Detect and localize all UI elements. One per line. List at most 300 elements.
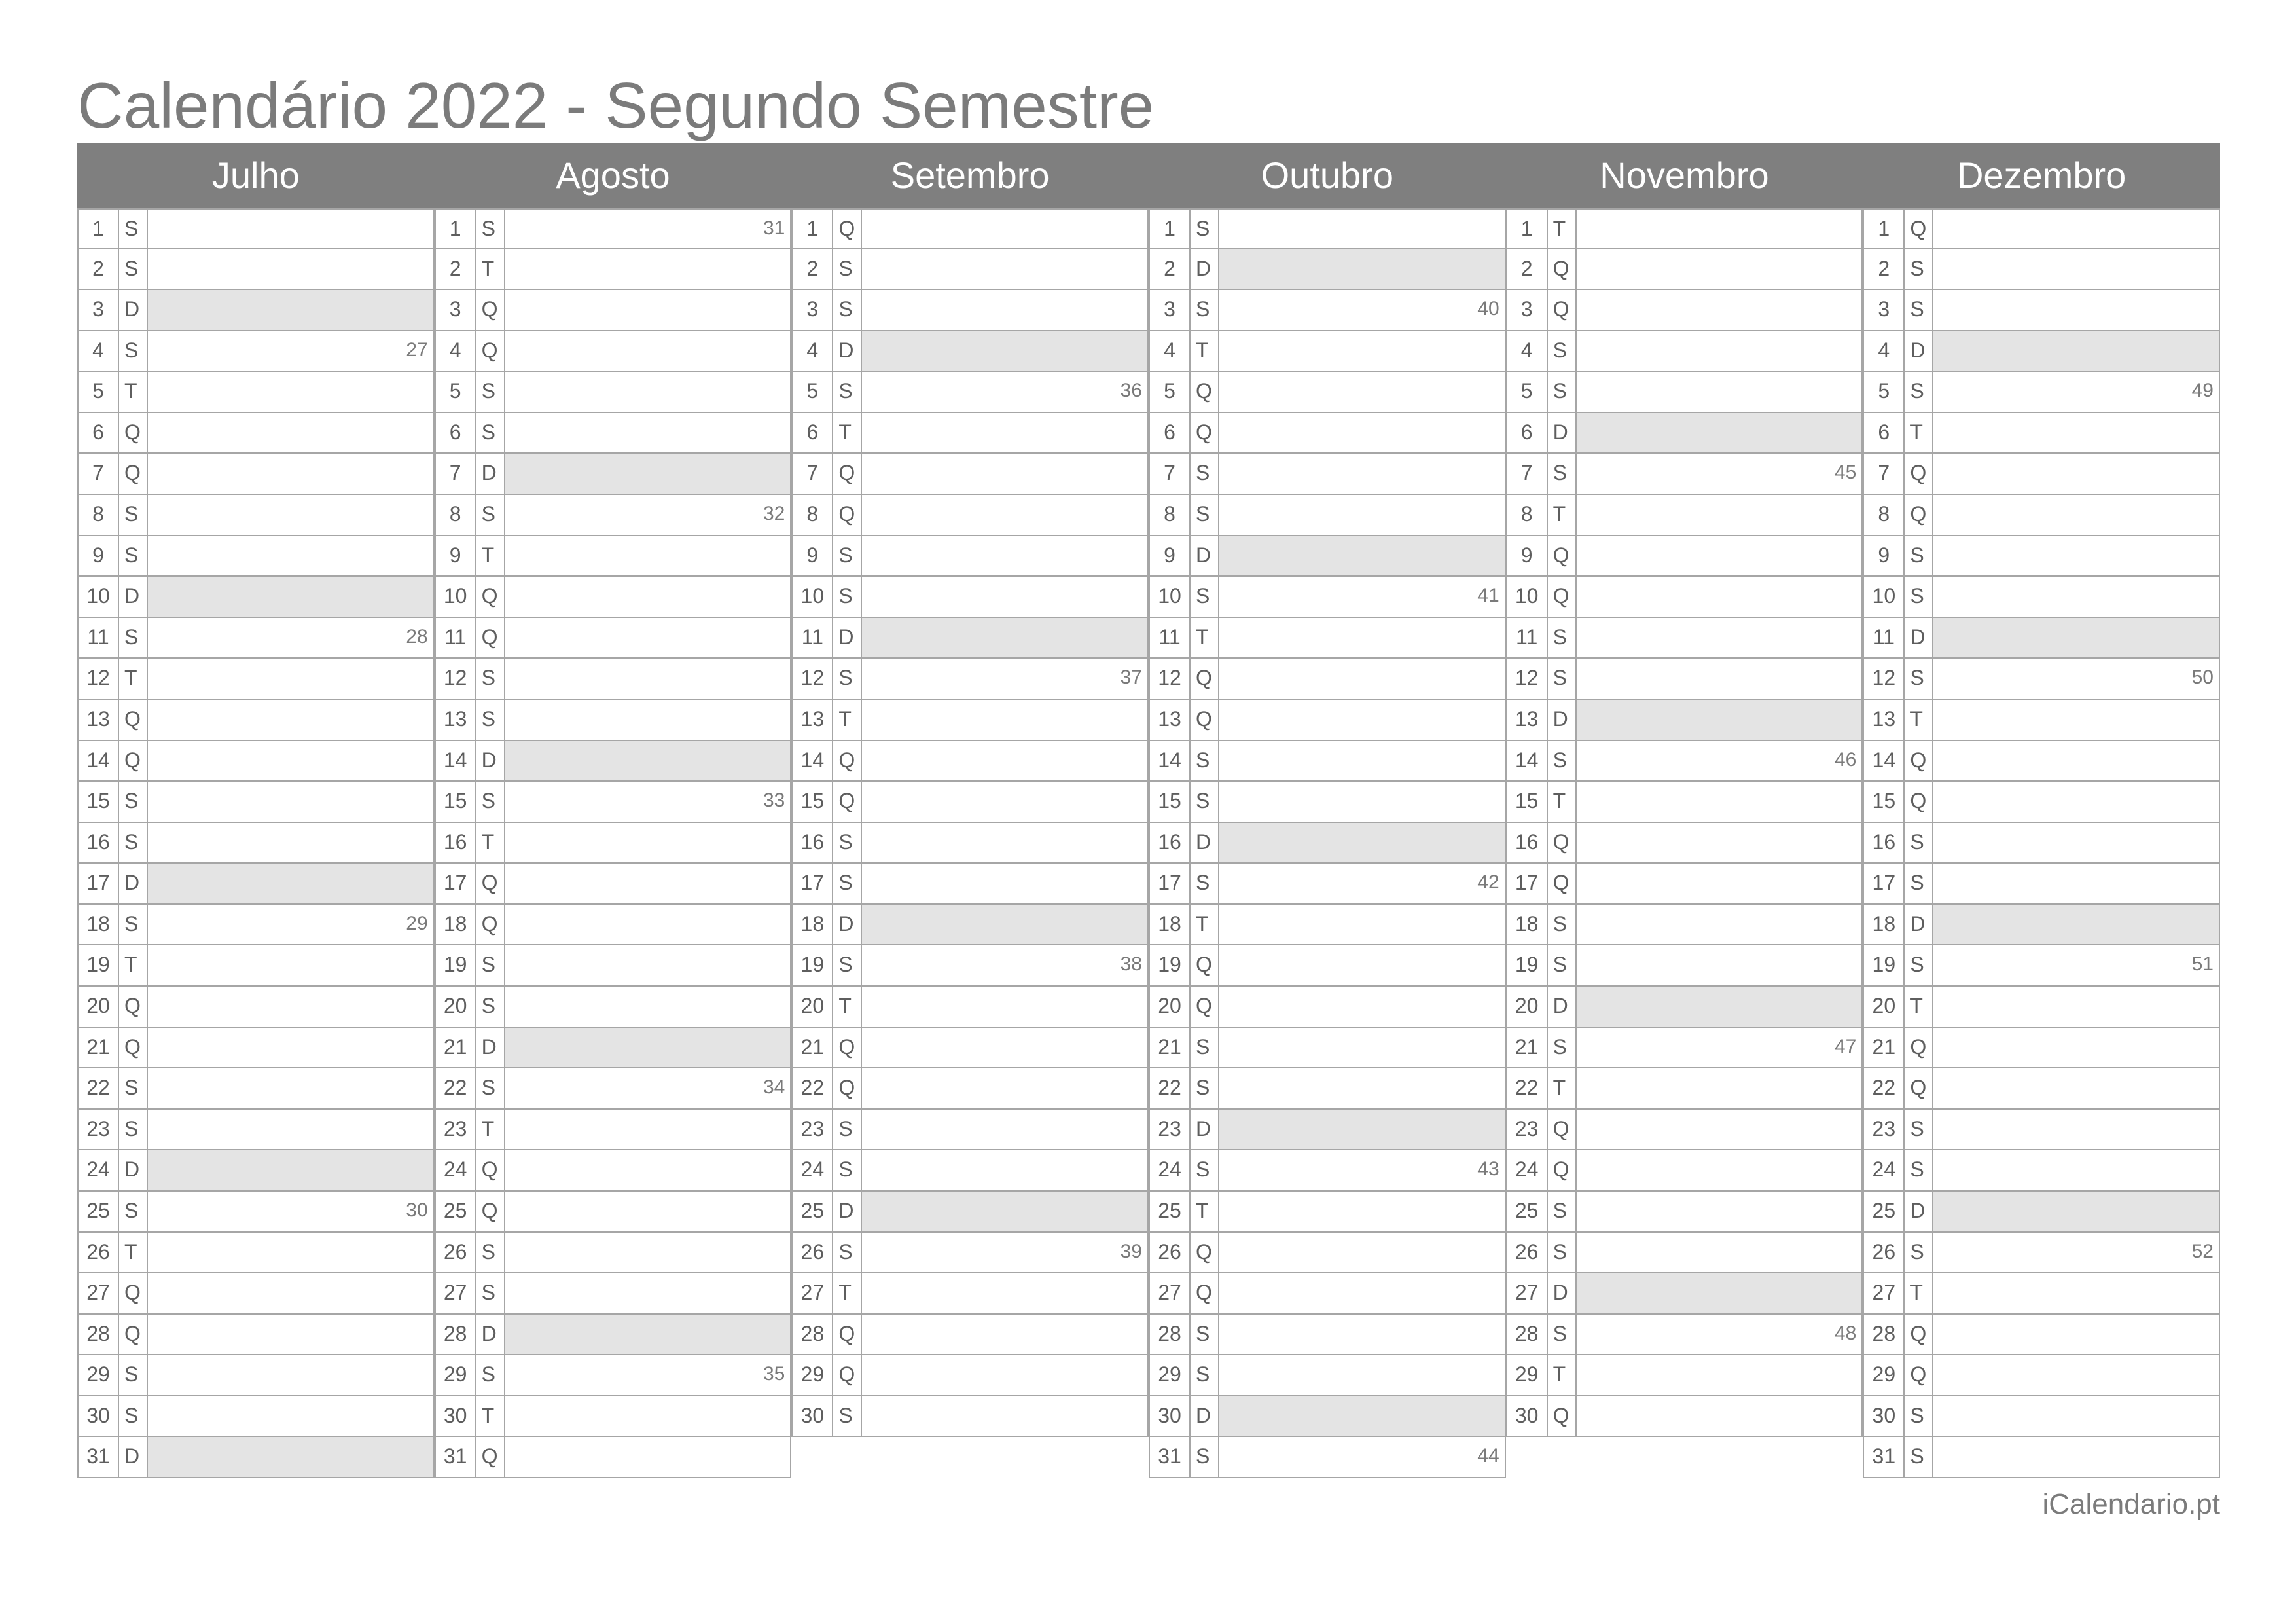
day-number: 17 bbox=[793, 864, 833, 903]
weekday-letter: T bbox=[476, 823, 505, 863]
weekday-letter: Q bbox=[119, 1028, 148, 1068]
note-cell bbox=[862, 945, 1147, 985]
day-number: 3 bbox=[1507, 290, 1548, 330]
weekday-letter: S bbox=[476, 987, 505, 1027]
weekday-letter: S bbox=[833, 290, 862, 330]
day-row bbox=[791, 330, 1149, 373]
weekday-letter: T bbox=[1548, 495, 1577, 535]
day-row bbox=[1863, 289, 2220, 331]
day-number: 3 bbox=[436, 290, 476, 330]
note-cell bbox=[505, 210, 791, 248]
day-row bbox=[1506, 1354, 1863, 1396]
weekday-letter: S bbox=[1548, 945, 1577, 985]
day-number: 3 bbox=[1150, 290, 1191, 330]
day-number: 20 bbox=[793, 987, 833, 1027]
day-row bbox=[1149, 1149, 1506, 1192]
week-number: 52 bbox=[2191, 1240, 2214, 1262]
day-number: 15 bbox=[1507, 782, 1548, 822]
day-row bbox=[1506, 494, 1863, 536]
note-cell bbox=[1577, 290, 1862, 330]
day-number: 20 bbox=[1507, 987, 1548, 1027]
weekday-letter: S bbox=[1905, 1437, 1933, 1477]
note-cell bbox=[1219, 905, 1505, 945]
day-number: 1 bbox=[1507, 210, 1548, 248]
day-row bbox=[1863, 862, 2220, 905]
note-cell bbox=[1933, 741, 2219, 781]
note-cell bbox=[862, 782, 1147, 822]
day-number: 1 bbox=[1864, 210, 1905, 248]
day-number: 13 bbox=[1864, 700, 1905, 740]
note-cell bbox=[1933, 290, 2219, 330]
day-row bbox=[791, 371, 1149, 413]
weekday-letter: S bbox=[1905, 945, 1933, 985]
day-number: 19 bbox=[1507, 945, 1548, 985]
weekday-letter: T bbox=[1548, 210, 1577, 248]
note-cell bbox=[1577, 945, 1862, 985]
day-number: 4 bbox=[79, 331, 119, 371]
weekday-letter: Q bbox=[1191, 372, 1219, 412]
day-number: 22 bbox=[1507, 1068, 1548, 1108]
note-cell bbox=[1577, 823, 1862, 863]
day-row bbox=[77, 862, 435, 905]
note-cell bbox=[1577, 987, 1862, 1027]
day-row bbox=[791, 617, 1149, 659]
weekday-letter: S bbox=[833, 823, 862, 863]
note-cell bbox=[505, 782, 791, 822]
weekday-letter: S bbox=[119, 495, 148, 535]
weekday-letter: S bbox=[1548, 331, 1577, 371]
note-cell bbox=[148, 577, 433, 617]
day-number: 25 bbox=[436, 1192, 476, 1231]
day-number: 10 bbox=[79, 577, 119, 617]
day-row bbox=[77, 1108, 435, 1151]
day-number: 20 bbox=[1864, 987, 1905, 1027]
note-cell bbox=[1219, 331, 1505, 371]
day-number: 14 bbox=[79, 741, 119, 781]
note-cell bbox=[862, 372, 1147, 412]
weekday-letter: Q bbox=[1905, 495, 1933, 535]
note-cell bbox=[1219, 1028, 1505, 1068]
weekday-letter: Q bbox=[1905, 210, 1933, 248]
note-cell bbox=[1219, 823, 1505, 863]
weekday-letter: D bbox=[1191, 823, 1219, 863]
day-number: 18 bbox=[1507, 905, 1548, 945]
note-cell bbox=[1933, 1110, 2219, 1150]
day-row bbox=[1149, 208, 1506, 249]
day-row bbox=[1506, 617, 1863, 659]
note-cell bbox=[505, 741, 791, 781]
weekday-letter: Q bbox=[1905, 1355, 1933, 1395]
day-number: 30 bbox=[79, 1396, 119, 1436]
day-number: 18 bbox=[79, 905, 119, 945]
note-cell bbox=[148, 454, 433, 494]
note-cell bbox=[505, 331, 791, 371]
day-row bbox=[435, 412, 792, 454]
weekday-letter: T bbox=[476, 249, 505, 289]
note-cell bbox=[862, 1068, 1147, 1108]
weekday-letter: Q bbox=[476, 618, 505, 658]
day-row bbox=[435, 248, 792, 291]
day-number: 30 bbox=[1864, 1396, 1905, 1436]
note-cell bbox=[862, 249, 1147, 289]
note-cell bbox=[1219, 577, 1505, 617]
day-number: 21 bbox=[1150, 1028, 1191, 1068]
day-row bbox=[77, 1067, 435, 1110]
weekday-letter: Q bbox=[833, 1068, 862, 1108]
day-row bbox=[1149, 1436, 1506, 1478]
note-cell bbox=[505, 659, 791, 699]
day-row bbox=[1863, 575, 2220, 618]
note-cell bbox=[1577, 454, 1862, 494]
weekday-letter: T bbox=[1191, 1192, 1219, 1231]
day-number: 5 bbox=[1507, 372, 1548, 412]
note-cell bbox=[862, 536, 1147, 576]
note-cell bbox=[505, 700, 791, 740]
weekday-letter: D bbox=[1191, 1396, 1219, 1436]
day-row bbox=[435, 617, 792, 659]
note-cell bbox=[505, 823, 791, 863]
note-cell bbox=[1219, 864, 1505, 903]
note-cell bbox=[1577, 1068, 1862, 1108]
note-cell bbox=[148, 945, 433, 985]
day-row bbox=[1863, 780, 2220, 823]
day-row bbox=[1506, 1272, 1863, 1315]
month-name-agosto: Agosto bbox=[556, 155, 670, 196]
weekday-letter: T bbox=[1548, 782, 1577, 822]
day-number: 3 bbox=[1864, 290, 1905, 330]
day-row bbox=[1506, 248, 1863, 291]
note-cell bbox=[1933, 1192, 2219, 1231]
note-cell bbox=[1577, 331, 1862, 371]
note-cell bbox=[1219, 987, 1505, 1027]
note-cell bbox=[1933, 659, 2219, 699]
weekday-letter: Q bbox=[476, 1192, 505, 1231]
note-cell bbox=[1933, 700, 2219, 740]
note-cell bbox=[1577, 741, 1862, 781]
day-number: 29 bbox=[436, 1355, 476, 1395]
weekday-letter: S bbox=[1191, 454, 1219, 494]
day-row bbox=[77, 657, 435, 700]
day-number: 6 bbox=[1150, 413, 1191, 453]
day-number: 5 bbox=[79, 372, 119, 412]
note-cell bbox=[148, 536, 433, 576]
day-number: 24 bbox=[793, 1150, 833, 1190]
note-cell bbox=[1219, 1192, 1505, 1231]
weekday-letter: T bbox=[476, 536, 505, 576]
weekday-letter: D bbox=[119, 864, 148, 903]
day-number: 16 bbox=[793, 823, 833, 863]
day-row bbox=[791, 1190, 1149, 1233]
note-cell bbox=[1933, 987, 2219, 1027]
note-cell bbox=[148, 1233, 433, 1273]
day-row bbox=[1149, 1190, 1506, 1233]
weekday-letter: S bbox=[476, 210, 505, 248]
day-number: 6 bbox=[79, 413, 119, 453]
note-cell bbox=[1219, 249, 1505, 289]
weekday-letter: D bbox=[1548, 700, 1577, 740]
weekday-letter: Q bbox=[1905, 1028, 1933, 1068]
day-number: 27 bbox=[793, 1273, 833, 1313]
week-number: 34 bbox=[762, 1076, 785, 1099]
day-number: 6 bbox=[1864, 413, 1905, 453]
week-number: 50 bbox=[2191, 666, 2214, 689]
day-row bbox=[1863, 1067, 2220, 1110]
weekday-letter: S bbox=[119, 1192, 148, 1231]
note-cell bbox=[148, 1192, 433, 1231]
note-cell bbox=[148, 741, 433, 781]
note-cell bbox=[1219, 700, 1505, 740]
page-title: Calendário 2022 - Segundo Semestre bbox=[77, 69, 1155, 141]
day-number: 4 bbox=[436, 331, 476, 371]
note-cell bbox=[862, 741, 1147, 781]
weekday-letter: D bbox=[1191, 1110, 1219, 1150]
day-row bbox=[791, 1354, 1149, 1396]
note-cell bbox=[148, 1273, 433, 1313]
week-number: 48 bbox=[1834, 1322, 1857, 1344]
day-number: 12 bbox=[793, 659, 833, 699]
note-cell bbox=[1933, 864, 2219, 903]
day-number: 12 bbox=[436, 659, 476, 699]
weekday-letter: T bbox=[1905, 413, 1933, 453]
note-cell bbox=[1577, 249, 1862, 289]
day-number: 3 bbox=[793, 290, 833, 330]
note-cell bbox=[1577, 659, 1862, 699]
note-cell bbox=[505, 413, 791, 453]
weekday-letter: S bbox=[1191, 741, 1219, 781]
week-number: 36 bbox=[1120, 380, 1142, 402]
day-row bbox=[1506, 452, 1863, 495]
weekday-letter: Q bbox=[1905, 741, 1933, 781]
note-cell bbox=[1933, 331, 2219, 371]
day-number: 2 bbox=[793, 249, 833, 289]
day-row bbox=[435, 862, 792, 905]
weekday-letter: S bbox=[1191, 1068, 1219, 1108]
day-row bbox=[1149, 985, 1506, 1028]
day-number: 17 bbox=[1150, 864, 1191, 903]
day-row bbox=[1863, 208, 2220, 249]
weekday-letter: Q bbox=[1548, 1396, 1577, 1436]
note-cell bbox=[1577, 1028, 1862, 1068]
day-row bbox=[791, 1067, 1149, 1110]
note-cell bbox=[1577, 577, 1862, 617]
note-cell bbox=[148, 823, 433, 863]
weekday-letter: S bbox=[476, 413, 505, 453]
month-name-dezembro: Dezembro bbox=[1956, 155, 2126, 196]
note-cell bbox=[862, 1273, 1147, 1313]
weekday-letter: S bbox=[1905, 659, 1933, 699]
note-cell bbox=[1577, 1396, 1862, 1436]
day-row bbox=[77, 699, 435, 741]
week-number: 32 bbox=[762, 503, 785, 525]
note-cell bbox=[505, 1437, 791, 1477]
month-name-novembro: Novembro bbox=[1600, 155, 1769, 196]
day-number: 3 bbox=[79, 290, 119, 330]
weekday-letter: S bbox=[1191, 864, 1219, 903]
day-row bbox=[1863, 1231, 2220, 1274]
day-row bbox=[1863, 1149, 2220, 1192]
day-number: 6 bbox=[436, 413, 476, 453]
weekday-letter: Q bbox=[833, 1355, 862, 1395]
day-row bbox=[791, 657, 1149, 700]
day-number: 7 bbox=[1507, 454, 1548, 494]
note-cell bbox=[862, 700, 1147, 740]
weekday-letter: D bbox=[1548, 1273, 1577, 1313]
day-row bbox=[1506, 1313, 1863, 1356]
day-row bbox=[77, 1313, 435, 1356]
note-cell bbox=[1577, 1110, 1862, 1150]
day-row bbox=[1863, 494, 2220, 536]
day-row bbox=[791, 535, 1149, 577]
weekday-letter: Q bbox=[833, 495, 862, 535]
day-number: 26 bbox=[1507, 1233, 1548, 1273]
note-cell bbox=[1577, 1192, 1862, 1231]
day-number: 19 bbox=[79, 945, 119, 985]
day-number: 6 bbox=[1507, 413, 1548, 453]
day-number: 28 bbox=[793, 1315, 833, 1355]
day-number: 21 bbox=[1507, 1028, 1548, 1068]
day-row bbox=[1863, 452, 2220, 495]
weekday-letter: T bbox=[1191, 331, 1219, 371]
note-cell bbox=[1219, 741, 1505, 781]
day-row bbox=[1506, 1231, 1863, 1274]
day-row bbox=[435, 1395, 792, 1438]
day-row bbox=[1863, 1108, 2220, 1151]
day-row bbox=[1506, 208, 1863, 249]
day-number: 15 bbox=[79, 782, 119, 822]
note-cell bbox=[1577, 210, 1862, 248]
note-cell bbox=[148, 782, 433, 822]
day-number: 14 bbox=[793, 741, 833, 781]
day-number: 13 bbox=[793, 700, 833, 740]
day-number: 15 bbox=[1150, 782, 1191, 822]
weekday-letter: S bbox=[1905, 577, 1933, 617]
weekday-letter: T bbox=[1191, 618, 1219, 658]
week-number: 38 bbox=[1120, 953, 1142, 976]
note-cell bbox=[862, 1150, 1147, 1190]
weekday-letter: S bbox=[1191, 782, 1219, 822]
weekday-letter: S bbox=[119, 249, 148, 289]
weekday-letter: S bbox=[119, 905, 148, 945]
day-row bbox=[435, 903, 792, 946]
note-cell bbox=[148, 290, 433, 330]
weekday-letter: S bbox=[833, 536, 862, 576]
day-number: 26 bbox=[1864, 1233, 1905, 1273]
day-row bbox=[1863, 1354, 2220, 1396]
weekday-letter: S bbox=[1191, 1315, 1219, 1355]
day-number: 10 bbox=[1864, 577, 1905, 617]
day-number: 23 bbox=[1150, 1110, 1191, 1150]
note-cell bbox=[1933, 1028, 2219, 1068]
day-row bbox=[1506, 862, 1863, 905]
weekday-letter: Q bbox=[1191, 1233, 1219, 1273]
day-number: 20 bbox=[79, 987, 119, 1027]
day-row bbox=[435, 208, 792, 249]
note-cell bbox=[1219, 210, 1505, 248]
note-cell bbox=[505, 1396, 791, 1436]
weekday-letter: D bbox=[476, 454, 505, 494]
note-cell bbox=[1219, 1315, 1505, 1355]
week-number: 41 bbox=[1477, 585, 1499, 607]
day-number: 4 bbox=[1507, 331, 1548, 371]
day-number: 6 bbox=[793, 413, 833, 453]
day-number: 16 bbox=[1864, 823, 1905, 863]
day-number: 24 bbox=[1864, 1150, 1905, 1190]
weekday-letter: Q bbox=[476, 577, 505, 617]
week-number: 47 bbox=[1834, 1035, 1857, 1057]
day-row bbox=[1506, 1395, 1863, 1438]
day-number: 19 bbox=[436, 945, 476, 985]
weekday-letter: S bbox=[119, 331, 148, 371]
day-number: 22 bbox=[79, 1068, 119, 1108]
day-number: 7 bbox=[1150, 454, 1191, 494]
day-row bbox=[435, 699, 792, 741]
note-cell bbox=[505, 1233, 791, 1273]
day-number: 14 bbox=[1507, 741, 1548, 781]
day-row bbox=[1863, 985, 2220, 1028]
day-row bbox=[1863, 330, 2220, 373]
note-cell bbox=[148, 413, 433, 453]
day-row bbox=[1863, 657, 2220, 700]
note-cell bbox=[1933, 413, 2219, 453]
day-number: 24 bbox=[436, 1150, 476, 1190]
day-number: 1 bbox=[793, 210, 833, 248]
day-number: 17 bbox=[79, 864, 119, 903]
weekday-letter: T bbox=[476, 1396, 505, 1436]
note-cell bbox=[1219, 1110, 1505, 1150]
note-cell bbox=[1933, 210, 2219, 248]
note-cell bbox=[1933, 577, 2219, 617]
day-row bbox=[1506, 289, 1863, 331]
weekday-letter: Q bbox=[1191, 987, 1219, 1027]
note-cell bbox=[1933, 782, 2219, 822]
weekday-letter: Q bbox=[1548, 536, 1577, 576]
day-row bbox=[77, 822, 435, 864]
day-number: 22 bbox=[436, 1068, 476, 1108]
note-cell bbox=[505, 1273, 791, 1313]
day-number: 18 bbox=[1864, 905, 1905, 945]
note-cell bbox=[148, 1355, 433, 1395]
weekday-letter: D bbox=[476, 1028, 505, 1068]
weekday-letter: S bbox=[476, 495, 505, 535]
day-number: 9 bbox=[1864, 536, 1905, 576]
note-cell bbox=[1219, 413, 1505, 453]
day-row bbox=[1149, 903, 1506, 946]
day-row bbox=[435, 1272, 792, 1315]
day-row bbox=[791, 822, 1149, 864]
weekday-letter: T bbox=[1548, 1068, 1577, 1108]
note-cell bbox=[148, 210, 433, 248]
day-row bbox=[77, 371, 435, 413]
note-cell bbox=[505, 905, 791, 945]
note-cell bbox=[1577, 372, 1862, 412]
day-row bbox=[1506, 1027, 1863, 1069]
note-cell bbox=[862, 331, 1147, 371]
day-number: 27 bbox=[79, 1273, 119, 1313]
weekday-letter: S bbox=[1548, 372, 1577, 412]
note-cell bbox=[862, 864, 1147, 903]
note-cell bbox=[1219, 1068, 1505, 1108]
day-number: 25 bbox=[1864, 1192, 1905, 1231]
note-cell bbox=[505, 945, 791, 985]
weekday-letter: D bbox=[1905, 905, 1933, 945]
note-cell bbox=[1219, 618, 1505, 658]
month-name-julho: Julho bbox=[211, 155, 300, 196]
day-row bbox=[1506, 371, 1863, 413]
note-cell bbox=[1219, 290, 1505, 330]
note-cell bbox=[1577, 536, 1862, 576]
note-cell bbox=[148, 618, 433, 658]
day-row bbox=[77, 452, 435, 495]
